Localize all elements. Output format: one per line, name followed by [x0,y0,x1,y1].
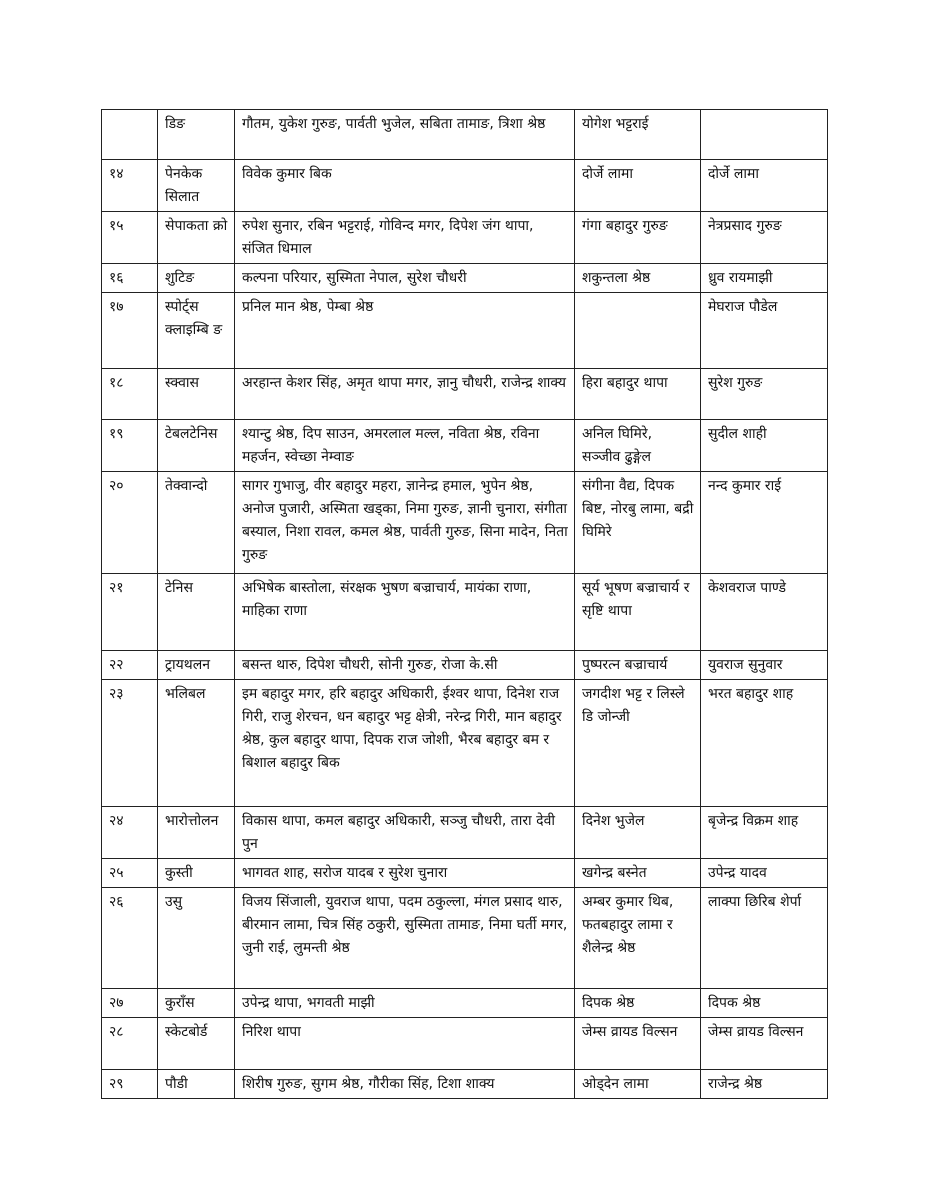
table-row [102,472,828,574]
sport-cell: स्क्वास [158,369,235,420]
coach-cell: अम्बर कुमार थिब, फतबहादुर लामा र शैलेन्द्र श्रेष्ठ [575,888,701,989]
table-row [102,888,828,989]
table-row [102,807,828,859]
manager-cell: नन्द कुमार राई [701,472,828,574]
sport-cell: भलिबल [158,680,235,807]
coach-cell: हिरा बहादुर थापा [575,369,701,420]
coach-cell: जेम्स व्रायड विल्सन [575,1018,701,1070]
players-cell: श्यान्टु श्रेष्ठ, दिप साउन, अमरलाल मल्ल, नविता श्रेष्ठ, रविना महर्जन, स्वेच्छा नेम्वाङ [235,420,575,472]
table-row [102,420,828,472]
manager-cell: सुदील शाही [701,420,828,472]
coach-cell: दोर्जे लामा [575,160,701,212]
sport-cell: कुस्ती [158,859,235,888]
serial-number-cell: २८ [102,1018,158,1070]
players-cell: भागवत शाह, सरोज यादब र सुरेश चुनारा [235,859,575,888]
sport-cell: शुटिङ [158,264,235,293]
serial-number-cell: १७ [102,293,158,369]
table-row [102,110,828,160]
manager-cell: ध्रुव रायमाझी [701,264,828,293]
manager-cell: लाक्पा छिरिब शेर्पा [701,888,828,989]
serial-number-cell: २१ [102,574,158,651]
players-cell: गौतम, युकेश गुरुङ, पार्वती भुजेल, सबिता तामाङ, त्रिशा श्रेष्ठ [235,110,575,160]
table-row [102,859,828,888]
table-row [102,264,828,293]
manager-cell: युवराज सुनुवार [701,651,828,680]
table-row [102,369,828,420]
manager-cell: राजेन्द्र श्रेष्ठ [701,1070,828,1099]
players-cell: विवेक कुमार बिक [235,160,575,212]
serial-number-cell: २३ [102,680,158,807]
sport-cell: सेपाकता क्रो [158,212,235,264]
sport-cell: स्पोर्ट्स क्लाइम्बि ङ [158,293,235,369]
team-roster-table [101,109,828,1099]
manager-cell [701,110,828,160]
table-row [102,1018,828,1070]
players-cell: रुपेश सुनार, रबिन भट्टराई, गोविन्द मगर, दिपेश जंग थापा, संजित धिमाल [235,212,575,264]
coach-cell [575,293,701,369]
manager-cell: बृजेन्द्र विक्रम शाह [701,807,828,859]
players-cell: शिरीष गुरुङ, सुगम श्रेष्ठ, गौरीका सिंह, टिशा शाक्य [235,1070,575,1099]
table-row [102,680,828,807]
sport-cell: भारोत्तोलन [158,807,235,859]
coach-cell: पुष्परत्न बज्राचार्य [575,651,701,680]
manager-cell: केशवराज पाण्डे [701,574,828,651]
manager-cell: दिपक श्रेष्ठ [701,989,828,1018]
sport-cell: पौडी [158,1070,235,1099]
table-row [102,293,828,369]
players-cell: अरहान्त केशर सिंह, अमृत थापा मगर, ज्ञानु चौधरी, राजेन्द्र शाक्य [235,369,575,420]
coach-cell: ओड्देन लामा [575,1070,701,1099]
players-cell: निरिश थापा [235,1018,575,1070]
serial-number-cell [102,110,158,160]
manager-cell: नेत्रप्रसाद गुरुङ [701,212,828,264]
serial-number-cell: १९ [102,420,158,472]
coach-cell: अनिल घिमिरे, सञ्जीव ढुङ्गेल [575,420,701,472]
table-row [102,212,828,264]
sport-cell: टेनिस [158,574,235,651]
manager-cell: सुरेश गुरुङ [701,369,828,420]
serial-number-cell: १४ [102,160,158,212]
players-cell: बसन्त थारु, दिपेश चौधरी, सोनी गुरुङ, रोजा के.सी [235,651,575,680]
table-row [102,651,828,680]
sport-cell: उसु [158,888,235,989]
sport-cell: तेक्वान्दो [158,472,235,574]
sport-cell: स्केटबोर्ड [158,1018,235,1070]
serial-number-cell: २६ [102,888,158,989]
coach-cell: योगेश भट्टराई [575,110,701,160]
serial-number-cell: २५ [102,859,158,888]
serial-number-cell: २० [102,472,158,574]
sport-cell: टेबलटेनिस [158,420,235,472]
manager-cell: जेम्स व्रायड विल्सन [701,1018,828,1070]
table-row [102,1070,828,1099]
serial-number-cell: २९ [102,1070,158,1099]
serial-number-cell: २७ [102,989,158,1018]
coach-cell: संगीना वैद्य, दिपक बिष्ट, नोरबु लामा, बद्री घिमिरे [575,472,701,574]
coach-cell: दिपक श्रेष्ठ [575,989,701,1018]
coach-cell: खगेन्द्र बस्नेत [575,859,701,888]
players-cell: प्रनिल मान श्रेष्ठ, पेम्बा श्रेष्ठ [235,293,575,369]
coach-cell: जगदीश भट्ट र लिस्ले डि जोन्जी [575,680,701,807]
manager-cell: दोर्जे लामा [701,160,828,212]
players-cell: कल्पना परियार, सुस्मिता नेपाल, सुरेश चौधरी [235,264,575,293]
players-cell: सागर गुभाजु, वीर बहादुर महरा, ज्ञानेन्द्र हमाल, भुपेन श्रेष्ठ, अनोज पुजारी, अस्मिता खड्का, निमा गुरुङ, ज्ञानी चुनारा, संगीता बस्याल, निशा रावल, कमल श्रेष्ठ, पार्वती गुरुङ, सिना मादेन, निता गुरुङ [235,472,575,574]
sport-cell: डिङ [158,110,235,160]
players-cell: अभिषेक बास्तोला, संरक्षक भुषण बज्राचार्य, मायंका राणा, माहिका राणा [235,574,575,651]
serial-number-cell: २४ [102,807,158,859]
coach-cell: गंगा बहादुर गुरुङ [575,212,701,264]
players-cell: विजय सिंजाली, युवराज थापा, पदम ठकुल्ला, मंगल प्रसाद थारु, बीरमान लामा, चित्र सिंह ठकुरी, सुस्मिता तामाङ, निमा घर्ती मगर, जुनी राई, लुमन्ती श्रेष्ठ [235,888,575,989]
coach-cell: शकुन्तला श्रेष्ठ [575,264,701,293]
sport-cell: पेनकेक सिलात [158,160,235,212]
sport-cell: ट्रायथलन [158,651,235,680]
players-cell: उपेन्द्र थापा, भगवती माझी [235,989,575,1018]
manager-cell: भरत बहादुर शाह [701,680,828,807]
sport-cell: कुराँस [158,989,235,1018]
serial-number-cell: १५ [102,212,158,264]
coach-cell: दिनेश भुजेल [575,807,701,859]
table-row [102,574,828,651]
table-row [102,160,828,212]
table-row [102,989,828,1018]
manager-cell: मेघराज पौडेल [701,293,828,369]
serial-number-cell: १८ [102,369,158,420]
players-cell: इम बहादुर मगर, हरि बहादुर अधिकारी, ईश्वर थापा, दिनेश राज गिरी, राजु शेरचन, धन बहादुर भट्ट क्षेत्री, नरेन्द्र गिरी, मान बहादुर श्रेष्ठ, कुल बहादुर थापा, दिपक राज जोशी, भैरब बहादुर बम र बिशाल बहादुर बिक [235,680,575,807]
serial-number-cell: १६ [102,264,158,293]
table-body [102,110,828,1099]
coach-cell: सूर्य भूषण बज्राचार्य र सृष्टि थापा [575,574,701,651]
serial-number-cell: २२ [102,651,158,680]
players-cell: विकास थापा, कमल बहादुर अधिकारी, सञ्जु चौधरी, तारा देवी पुन [235,807,575,859]
manager-cell: उपेन्द्र यादव [701,859,828,888]
